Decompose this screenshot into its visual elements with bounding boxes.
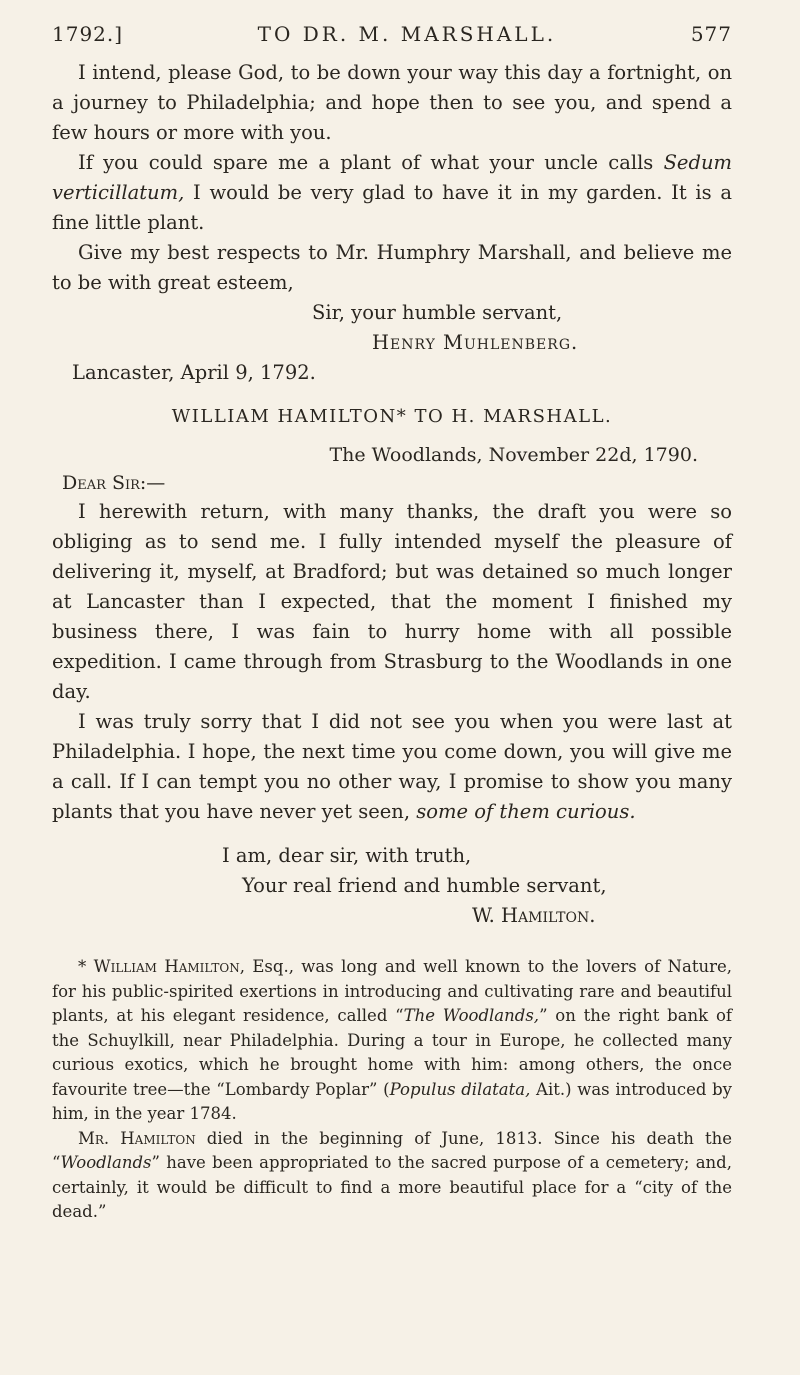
- running-head-year: 1792.]: [52, 22, 124, 46]
- letter2-salutation: Dear Sir:—: [62, 472, 166, 494]
- letter1-paragraph-2: [52, 148, 732, 238]
- footnote-p2-text-b: ” have been appropriated to the sacred purpose of a cemetery; and, certainly, it would be difficult to find a more beautiful place for a “city of the dead.”: [52, 1153, 732, 1221]
- page-number: 577: [690, 22, 732, 46]
- footnote-name-2: Mr. Hamilton: [78, 1128, 196, 1148]
- letter2-heading: WILLIAM HAMILTON* TO H. MARSHALL.: [171, 406, 613, 427]
- letter2-p2-text-a: I was truly sorry that I did not see you when you were last at Philadelphia. I hope, the next time you come down, you will give me a call. If I can tempt you no other way, I promise to show you many plants that you have never yet seen,: [52, 710, 732, 823]
- letter-hamilton: [52, 406, 732, 931]
- footnote-paragraph-1: [52, 955, 732, 1127]
- letter1-p2-text-b: I would be very glad to have it in my garden. It is a fine little plant.: [52, 181, 732, 234]
- footnote: [52, 955, 732, 1225]
- footnote-p1-text-a: , Esq., was long and well known to the lovers of Nature, for his public-spirited exertions in introducing and cultivating rare and beautiful plants, at his elegant residence, called “: [52, 957, 732, 1025]
- letter2-paragraph-1: I herewith return, with many thanks, the draft you were so obliging as to send me. I fully intended myself the pleasure of delivering it, myself, at Bradford; but was detained so much longer at Lancaster than I expected, that the moment I finished my business there, I was fain to hurry home with all possible expedition. I came through from Strasburg to the Woodlands in one day.: [52, 500, 732, 703]
- letter1-p2-italic: Sedum verticillatum,: [52, 151, 732, 204]
- letter1-signature: Henry Muhlenberg.: [372, 331, 579, 354]
- letter1-place-date: Lancaster, April 9, 1792.: [72, 361, 316, 384]
- footnote-p1-text-b: ” on the right bank of the Schuylkill, near Philadelphia. During a tour in Europe, he collected many curious exotics, which he brought home with him: among others, the once favourite tree—the “Lombardy Poplar” (: [52, 1006, 732, 1099]
- letter2-p2-italic: some of them curious.: [416, 800, 636, 823]
- letter2-closing-1: I am, dear sir, with truth,: [222, 844, 472, 867]
- footnote-p2-italic: Woodlands: [60, 1153, 152, 1172]
- footnote-name-1: * William Hamilton: [78, 957, 240, 976]
- running-head: [52, 22, 732, 46]
- letter1-paragraph-3: Give my best respects to Mr. Humphry Marshall, and believe me to be with great esteem,: [52, 241, 732, 294]
- letter2-closing-2: Your real friend and humble servant,: [242, 874, 607, 897]
- footnote-p1-italic-2: Populus dilatata,: [389, 1079, 531, 1099]
- letter-muhlenberg: [52, 58, 732, 388]
- footnote-p1-italic-1: The Woodlands,: [403, 1006, 540, 1025]
- letter2-dateline: The Woodlands, November 22d, 1790.: [329, 444, 698, 466]
- letter2-signature: W. Hamilton.: [472, 904, 596, 927]
- letter1-p2-text-a: If you could spare me a plant of what your uncle calls: [78, 151, 664, 174]
- footnote-p2-text-a: died in the beginning of June, 1813. Since his death the “: [52, 1128, 732, 1172]
- running-head-title: TO DR. M. MARSHALL.: [257, 22, 557, 46]
- letter1-closing: Sir, your humble servant,: [312, 301, 563, 324]
- letter1-paragraph-1: I intend, please God, to be down your way this day a fortnight, on a journey to Philadelphia; and hope then to see you, and spend a few hours or more with you.: [52, 61, 732, 144]
- footnote-p1-text-c: Ait.) was introduced by him, in the year 1784.: [52, 1079, 732, 1123]
- letter2-paragraph-2: [52, 707, 732, 827]
- footnote-paragraph-2: [52, 1127, 732, 1225]
